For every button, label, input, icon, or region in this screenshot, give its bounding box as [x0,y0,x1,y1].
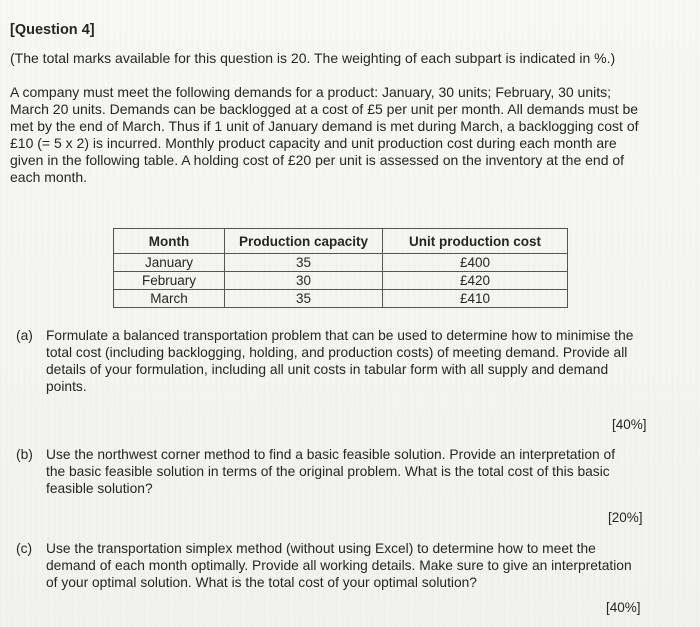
subpart-text [46,327,633,395]
subpart-weight: [40%] [612,417,647,432]
intro-line: given in the following table. A holding cost of £20 per unit is assessed on the inventory at the end of [10,152,625,168]
subpart-line: of your optimal solution. What is the total cost of your optimal solution? [46,575,477,590]
subpart-line: points. [46,379,87,394]
cell-month: February [114,272,225,290]
intro-line: March 20 units. Demands can be backlogged at a cost of £5 per unit per month. All demands must be [10,101,639,117]
subpart-label: (b) [16,447,33,462]
question-title: [Question 4] [10,22,95,38]
intro-line: each month. [10,169,88,185]
subpart-weight: [40%] [606,600,641,615]
cell-month: January [114,254,225,272]
table-row [114,254,568,272]
subpart-label: (c) [16,541,33,556]
subpart-line: feasible solution? [46,481,153,496]
cell-month: March [114,290,225,308]
subpart-line: details of your formulation, including all unit costs in tabular form with all supply and demand [46,362,609,377]
cell-capacity: 35 [225,254,383,272]
subpart-line: the basic feasible solution in terms of the original problem. What is the total cost of this basic [46,464,610,479]
cell-unit-cost: £420 [383,272,568,290]
subpart-text [46,540,632,591]
question-note: (The total marks available for this question is 20. The weighting of each subpart is indicated in %.) [10,50,616,66]
cell-capacity: 30 [225,272,383,290]
question-intro [10,84,688,186]
cell-unit-cost: £410 [383,290,568,308]
subpart-text [46,446,615,497]
header-month: Month [114,229,225,254]
subpart-line: Formulate a balanced transportation problem that can be used to determine how to minimise the [46,328,634,343]
subpart-line: total cost (including backlogging, holding, and production costs) of meeting demand. Provide all [46,345,628,360]
intro-line: £10 (= 5 x 2) is incurred. Monthly product capacity and unit production cost during each month are [10,135,617,151]
header-unit-cost: Unit production cost [383,229,568,254]
header-capacity: Production capacity [225,229,383,254]
subpart-b [16,446,686,500]
subpart-a [16,327,686,397]
table-row [114,290,568,308]
intro-line: A company must meet the following demands for a product: January, 30 units; February, 30 units; [10,84,612,100]
subpart-label: (a) [16,328,33,343]
intro-line: met by the end of March. Thus if 1 unit of January demand is met during March, a backlogging cost of [10,118,639,134]
table-header-row [114,229,568,254]
cell-capacity: 35 [225,290,383,308]
production-table [113,228,568,308]
subpart-c [16,540,686,594]
subpart-line: Use the northwest corner method to find a basic feasible solution. Provide an interpretation of [46,447,616,462]
subpart-line: Use the transportation simplex method (without using Excel) to determine how to meet the [46,541,596,556]
table-row [114,272,568,290]
subpart-line: demand of each month optimally. Provide all working details. Make sure to give an interpretation [46,558,632,573]
subpart-weight: [20%] [608,510,643,525]
cell-unit-cost: £400 [383,254,568,272]
